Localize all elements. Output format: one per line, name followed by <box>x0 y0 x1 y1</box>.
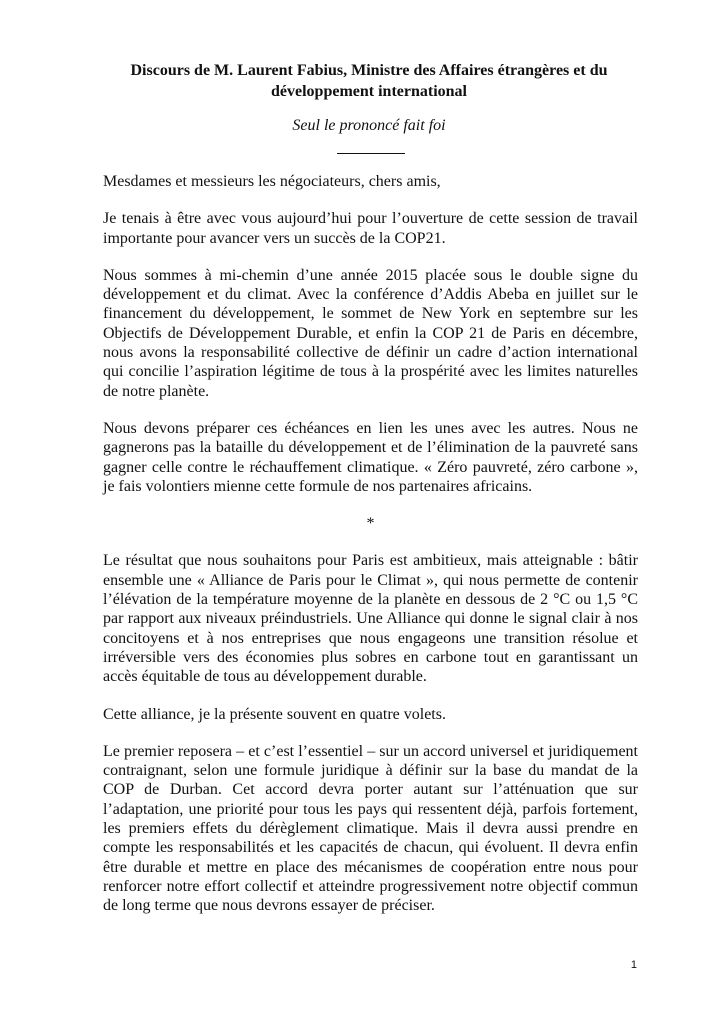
paragraph-four-parts: Cette alliance, je la présente souvent en quatre volets. <box>103 705 446 723</box>
paragraph-opening: Je tenais à être avec vous aujourd’hui pour l’ouverture de cette session de travail importante pour avancer vers un succès de la COP21. <box>103 210 638 247</box>
page-number: 1 <box>630 959 637 971</box>
paragraph-poverty-carbon: Nous devons préparer ces échéances en lien les unes avec les autres. Nous ne gagnerons pas la bataille du développement et de l’élimination de la pauvreté sans gagner celle contre le réchauffement climatique. « Zéro pauvreté, zéro carbone », je fais volontiers mienne cette formule de nos partenaires africains. <box>103 419 638 495</box>
document-subtitle: Seul le prononcé fait foi <box>292 117 446 134</box>
speech-body <box>103 172 638 934</box>
paragraph-context: Nous sommes à mi-chemin d’une année 2015 placée sous le double signe du développement et du climat. Avec la conférence d’Addis Abeba en juillet sur le financement du développement, le sommet de New York en septembre sur les Objectifs de Développement Durable, et enfin la COP 21 de Paris en décembre, nous avons la responsabilité collective de définir un cadre d’action international qui concilie l’aspiration légitime de tous à la prospérité avec les limites naturelles de notre planète. <box>103 266 638 400</box>
paragraph-first-part: Le premier reposera – et c’est l’essentiel – sur un accord universel et juridiquement contraignant, selon une formule juridique à définir sur la base du mandat de la COP de Durban. Cet accord devra porter autant sur l’atténuation que sur l’adaptation, une priorité pour tous les pays qui ressentent déjà, parfois fortement, les premiers effets du dérèglement climatique. Mais il devra aussi prendre en compte les responsabilités et les capacités de chacun, qui évoluent. Il devra enfin être durable et mettre en place des mécanismes de coopération entre nous pour renforcer notre effort collectif et atteindre progressivement notre objectif commun de long terme que nous devrons essayer de préciser. <box>103 742 638 915</box>
document-title: Discours de M. Laurent Fabius, Ministre des Affaires étrangères et du développement international <box>130 62 608 100</box>
paragraph-salutation: Mesdames et messieurs les négociateurs, chers amis, <box>103 173 441 190</box>
section-separator: * <box>366 515 375 533</box>
subtitle-divider <box>337 153 405 154</box>
paragraph-paris-alliance: Le résultat que nous souhaitons pour Paris est ambitieux, mais atteignable : bâtir ensemble une « Alliance de Paris pour le Climat », qui nous permette de contenir l’élévation de la température moyenne de la planète en dessous de 2 °C ou 1,5 °C par rapport aux niveaux préindustriels. Une Alliance qui donne le signal clair à nos concitoyens et à nos entreprises que nous engageons une transition résolue et irréversible vers des économies plus sobres en carbone tout en garantissant un accès équitable de tous au développement durable. <box>103 552 638 686</box>
